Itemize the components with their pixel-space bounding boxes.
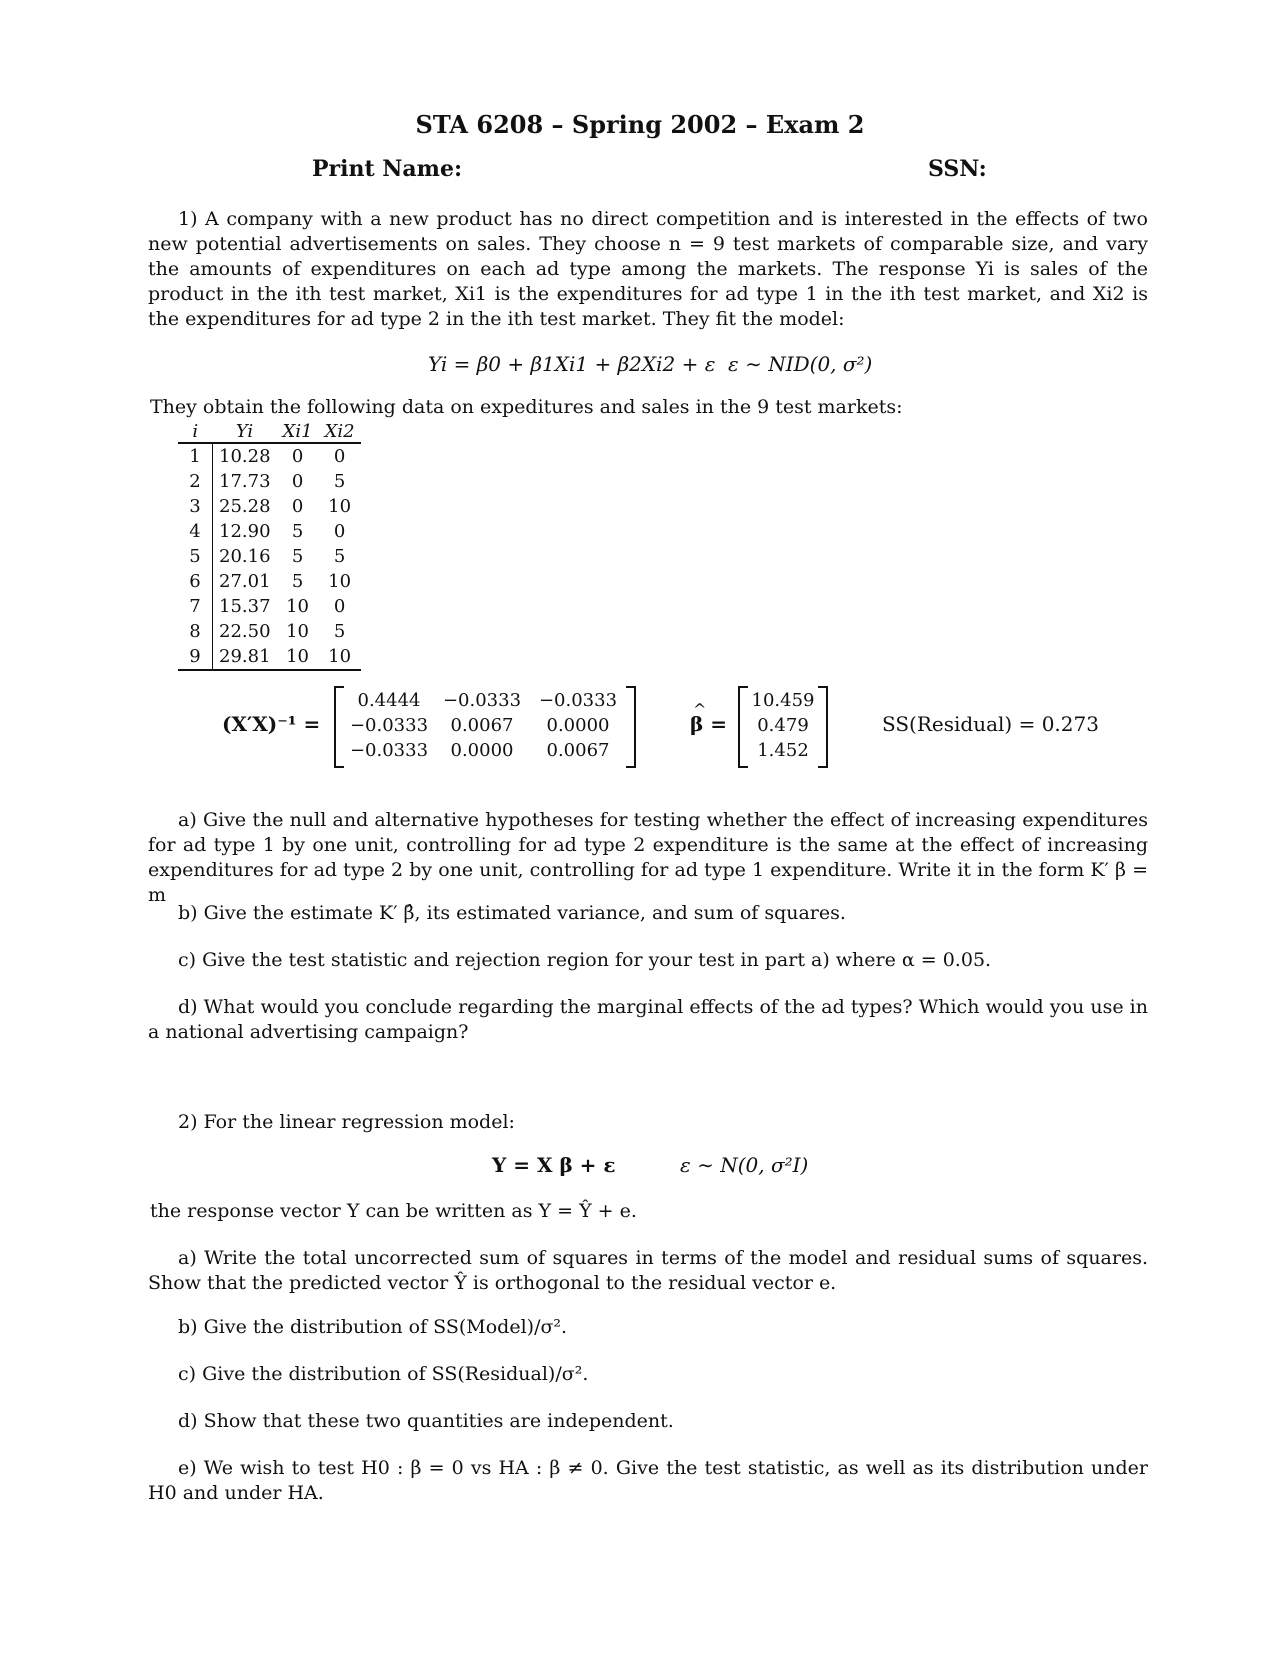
matrix-row — [344, 738, 626, 763]
vector-row — [746, 688, 820, 713]
vector-cell: 0.479 — [757, 715, 809, 736]
matrix-cell: −0.0333 — [349, 715, 429, 736]
matrix-cell: −0.0333 — [442, 690, 522, 711]
q1-model-equation: Yi = β0 + β1Xi1 + β2Xi2 + ε — [428, 352, 716, 376]
table-cell: 4 — [178, 519, 213, 544]
matrix-cell: 0.4444 — [357, 690, 421, 711]
q2-intro: 2) For the linear regression model: — [178, 1111, 515, 1133]
table-cell: 22.50 — [219, 621, 271, 642]
table-cell: 10 — [328, 496, 352, 517]
table-row — [178, 443, 361, 469]
data-table — [178, 420, 361, 671]
ss-residual: SS(Residual) = 0.273 — [882, 712, 1099, 736]
table-cell: 0 — [333, 446, 346, 467]
matrix-cell: 0.0000 — [450, 740, 514, 761]
vector-row — [746, 713, 820, 738]
table-cell: 3 — [178, 494, 213, 519]
matrix-cell: 0.0067 — [546, 740, 610, 761]
table-row — [178, 644, 361, 670]
vector-cell: 1.452 — [757, 740, 809, 761]
table-row — [178, 469, 361, 494]
table-row — [178, 619, 361, 644]
q1-intro: 1) A company with a new product has no direct competition and is interested in the effects of two new potential advertisements on sales. They choose n = 9 test markets of comparable size, and vary the amounts of expenditures on each ad type among the markets. The response Yi is sales of the product in the ith test market, Xi1 is the expenditures for ad type 1 in the ith test market, and Xi2 is the expenditures for ad type 2 in the ith test market. They fit the model: — [148, 208, 1148, 330]
table-cell: 5 — [333, 471, 346, 492]
left-bracket — [334, 686, 344, 768]
table-cell: 20.16 — [219, 546, 271, 567]
table-cell: 7 — [178, 594, 213, 619]
q2-part-c: c) Give the distribution of SS(Residual)/σ². — [178, 1363, 589, 1385]
q1-part-b: b) Give the estimate K′ β̂, its estimated variance, and sum of squares. — [178, 902, 846, 924]
table-cell: 0 — [333, 521, 346, 542]
table-cell: 29.81 — [213, 644, 277, 670]
table-cell: 5 — [333, 621, 346, 642]
data-table-wrapper — [178, 420, 361, 671]
table-cell: 5 — [291, 571, 304, 592]
matrix-cell: −0.0333 — [538, 690, 618, 711]
table-cell: 10 — [277, 644, 319, 670]
q1-part-d: d) What would you conclude regarding the marginal effects of the ad types? Which would you use in a national advertising campaign? — [148, 996, 1148, 1043]
q1-part-a: a) Give the null and alternative hypotheses for testing whether the effect of increasing expenditures for ad type 1 by one unit, controlling for ad type 2 expenditure is the same at the effect of increasing expenditures for ad type 2 by one unit, controlling for ad type 1 expenditure. Write it in the form K′ β = m — [148, 809, 1148, 906]
table-cell: 10 — [319, 644, 361, 670]
q2-model-equation: Y = X β + ε — [492, 1153, 616, 1177]
q2-part-b: b) Give the distribution of SS(Model)/σ². — [178, 1316, 568, 1338]
q2-part-a: a) Write the total uncorrected sum of squares in terms of the model and residual sums of squares. Show that the predicted vector Ŷ is orthogonal to the residual vector e. — [148, 1247, 1148, 1294]
table-cell: 0 — [333, 596, 346, 617]
table-cell: 10 — [286, 621, 309, 642]
table-header-i: i — [178, 420, 213, 443]
xtx-inverse-matrix — [334, 686, 636, 764]
table-cell: 5 — [291, 521, 304, 542]
table-cell: 8 — [178, 619, 213, 644]
vector-row — [746, 738, 820, 763]
table-cell: 2 — [178, 469, 213, 494]
q1-part-c: c) Give the test statistic and rejection region for your test in part a) where α = 0.05. — [178, 949, 992, 971]
q2-part-d: d) Show that these two quantities are independent. — [178, 1410, 674, 1432]
table-cell: 27.01 — [219, 571, 271, 592]
print-name-label: Print Name: — [312, 156, 463, 182]
table-cell: 10 — [286, 596, 309, 617]
table-cell: 9 — [178, 644, 213, 670]
table-cell: 10 — [328, 571, 352, 592]
exam-title: STA 6208 – Spring 2002 – Exam 2 — [415, 110, 865, 139]
table-cell: 6 — [178, 569, 213, 594]
beta-hat-label: ^ β = — [690, 712, 727, 736]
beta-hat-vector — [738, 686, 828, 764]
table-cell: 10.28 — [219, 446, 271, 467]
table-row — [178, 494, 361, 519]
right-bracket — [626, 686, 636, 768]
matrix-row — [344, 688, 626, 713]
table-cell: 5 — [178, 544, 213, 569]
table-cell: 0 — [291, 471, 304, 492]
table-header-x2: Xi2 — [319, 420, 361, 443]
table-cell: 0 — [291, 446, 304, 467]
table-row — [178, 594, 361, 619]
ssn-label: SSN: — [928, 156, 987, 182]
table-cell: 25.28 — [219, 496, 271, 517]
table-cell: 15.37 — [219, 596, 271, 617]
table-cell: 5 — [333, 546, 346, 567]
table-cell: 5 — [291, 546, 304, 567]
q1-error-distribution: ε ∼ NID(0, σ²) — [728, 352, 873, 376]
xtx-inverse-label: (X′X)⁻¹ = — [222, 712, 321, 736]
table-header-x1: Xi1 — [277, 420, 319, 443]
table-row — [178, 569, 361, 594]
matrix-cell: 0.0000 — [546, 715, 610, 736]
q2-part-e: e) We wish to test H0 : β = 0 vs HA : β ≠ 0. Give the test statistic, as well as its distribution under H0 and under HA. — [148, 1457, 1148, 1504]
matrix-cell: −0.0333 — [349, 740, 429, 761]
table-row — [178, 544, 361, 569]
q1-data-intro: They obtain the following data on expeditures and sales in the 9 test markets: — [150, 396, 903, 418]
table-cell: 0 — [291, 496, 304, 517]
matrix-row — [344, 713, 626, 738]
table-cell: 1 — [178, 443, 213, 469]
q2-response-line: the response vector Y can be written as Y = Ŷ + e. — [150, 1200, 637, 1222]
matrix-cell: 0.0067 — [450, 715, 514, 736]
vector-cell: 10.459 — [751, 690, 815, 711]
q2-error-distribution: ε ∼ N(0, σ²I) — [680, 1153, 809, 1177]
table-header-y: Yi — [213, 420, 277, 443]
table-row — [178, 519, 361, 544]
table-cell: 17.73 — [219, 471, 271, 492]
table-cell: 12.90 — [219, 521, 271, 542]
